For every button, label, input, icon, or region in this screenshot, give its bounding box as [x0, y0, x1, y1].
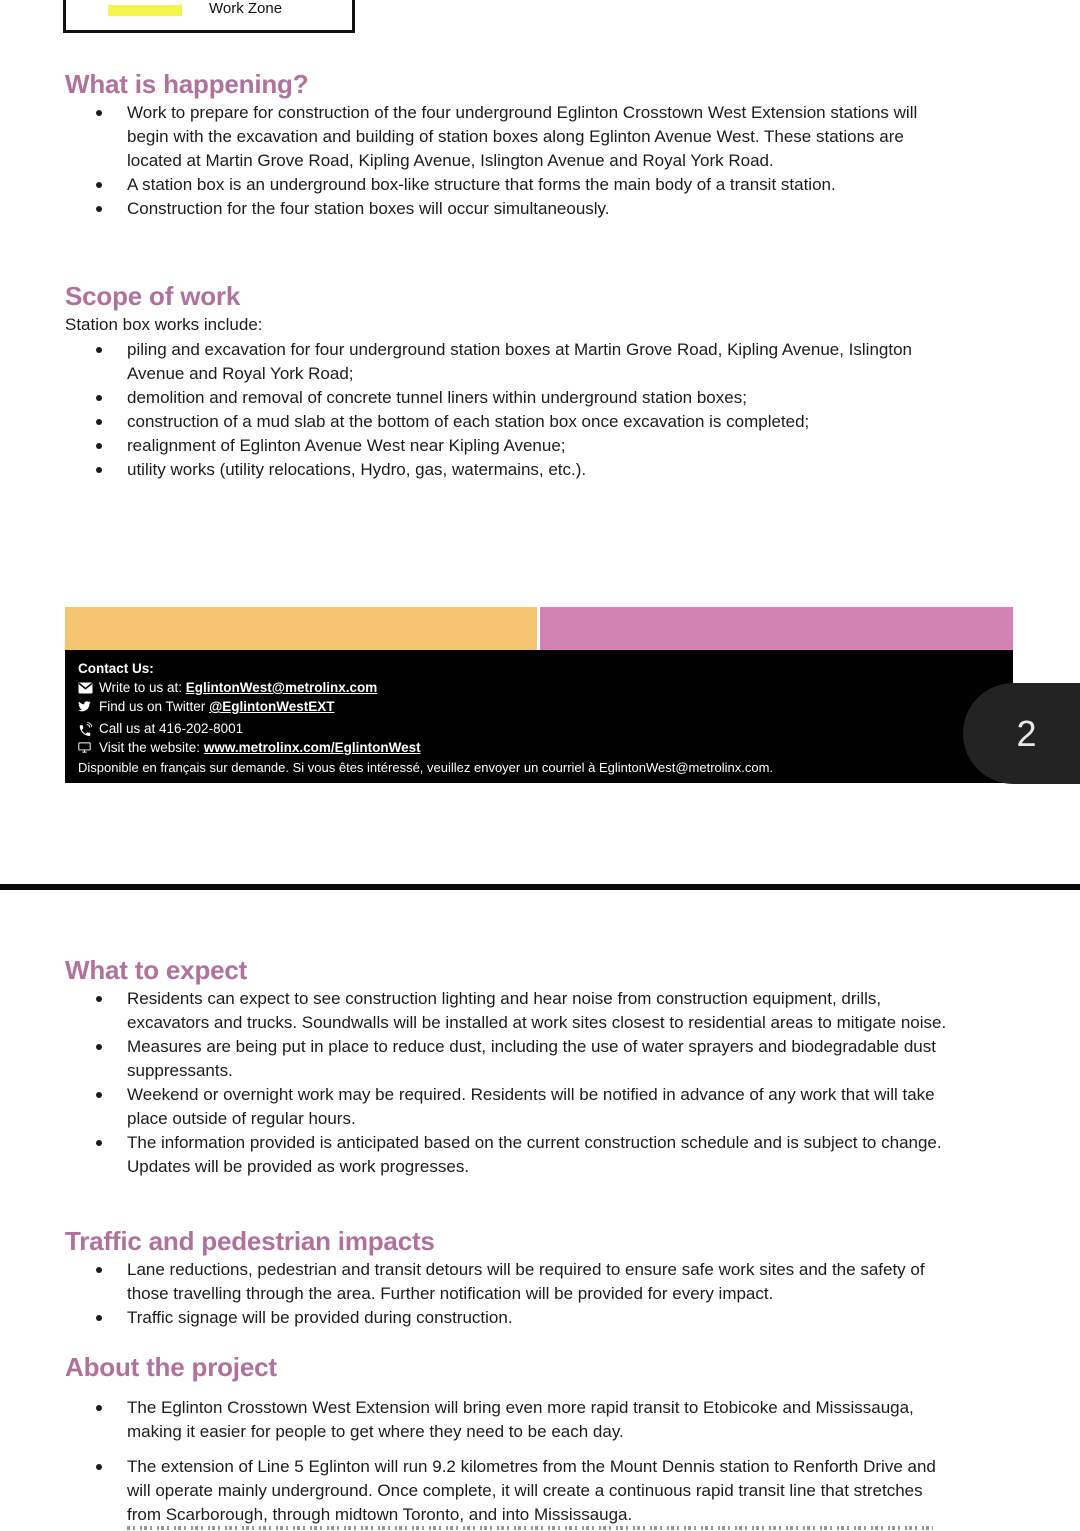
list-item: Measures are being put in place to reduce dust, including the use of water sprayers and biodegradable dust suppressants. — [65, 1035, 1015, 1083]
work-zone-label: Work Zone — [209, 0, 283, 17]
accent-bar-pink — [540, 607, 1013, 650]
twitter-link[interactable]: @EglintonWestEXT — [209, 699, 335, 714]
list-item: The Eglinton Crosstown West Extension will bring even more rapid transit to Etobicoke and Mississauga, making it easier for people to get where they need to be each day. — [65, 1396, 1015, 1444]
happening-bullet-list — [65, 101, 1015, 221]
twitter-bird-icon — [78, 700, 93, 713]
list-item: construction of a mud slab at the bottom of each station box once excavation is completed; — [65, 410, 1015, 434]
list-item: A station box is an underground box-like structure that forms the main body of a transit station. — [65, 173, 1015, 197]
list-item: The extension of Line 5 Eglinton will run 9.2 kilometres from the Mount Dennis station to Renforth Drive and will operate mainly underground. Once complete, it will create a continuous rapid transit line that stretches from Scarborough, through midtown Toronto, and into Mississauga. — [65, 1455, 1015, 1527]
section-title-about-project: About the project — [65, 1352, 277, 1382]
page-number: 2 — [1016, 712, 1037, 754]
page-number-badge — [963, 683, 1080, 784]
list-item: Lane reductions, pedestrian and transit detours will be required to ensure safe work sites and the safety of those travelling through the area. Further notification will be provided for every impact. — [65, 1258, 1015, 1306]
list-item: Construction for the four station boxes will occur simultaneously. — [65, 197, 1015, 221]
section-title-traffic-impacts: Traffic and pedestrian impacts — [65, 1226, 435, 1256]
contact-email-row — [78, 678, 999, 697]
phone-icon — [78, 722, 93, 735]
list-item: demolition and removal of concrete tunnel liners within underground station boxes; — [65, 386, 1015, 410]
map-legend — [63, 0, 355, 33]
website-link[interactable]: www.metrolinx.com/EglintonWest — [203, 740, 421, 755]
list-item: piling and excavation for four underground station boxes at Martin Grove Road, Kipling Avenue, Islington Avenue and Royal York Road; — [65, 338, 1015, 386]
scope-bullet-list — [65, 338, 1015, 482]
contact-website-row — [78, 738, 999, 757]
accent-bar-orange — [65, 607, 537, 650]
scope-intro: Station box works include: — [65, 315, 263, 334]
list-item: utility works (utility relocations, Hydro, gas, watermains, etc.). — [65, 458, 1015, 482]
contact-phone-row — [78, 719, 999, 738]
about-bullet-list — [65, 1396, 1015, 1527]
contact-phone-text: Call us at 416-202-8001 — [99, 721, 244, 736]
page-separator — [0, 884, 1080, 890]
monitor-icon — [78, 741, 93, 754]
list-item: realignment of Eglinton Avenue West near Kipling Avenue; — [65, 434, 1015, 458]
list-item: Traffic signage will be provided during construction. — [65, 1306, 1015, 1330]
expect-bullet-list — [65, 987, 1015, 1179]
section-title-scope-of-work: Scope of work — [65, 281, 241, 311]
envelope-icon — [78, 681, 93, 694]
contact-email-prefix: Write to us at: — [99, 680, 183, 695]
work-zone-swatch — [108, 5, 182, 16]
section-title-what-to-expect: What to expect — [65, 955, 248, 985]
contact-box — [65, 650, 1013, 783]
contact-title: Contact Us: — [78, 661, 154, 676]
traffic-bullet-list — [65, 1258, 1015, 1330]
contact-website-prefix: Visit the website: — [99, 740, 201, 755]
email-link[interactable]: EglintonWest@metrolinx.com — [185, 680, 378, 695]
contact-twitter-prefix: Find us on Twitter — [99, 699, 206, 714]
section-title-what-is-happening: What is happening? — [65, 69, 309, 99]
cut-off-text-remnant — [127, 1526, 933, 1530]
contact-french-note: Disponible en français sur demande. Si vous êtes intéressé, veuillez envoyer un courriel à EglintonWest@metrolinx.com. — [78, 760, 774, 775]
list-item: Residents can expect to see construction lighting and hear noise from construction equipment, drills, excavators and trucks. Soundwalls will be installed at work sites closest to residential areas to mitigate noise. — [65, 987, 1015, 1035]
list-item: The information provided is anticipated based on the current construction schedule and is subject to change. Updates will be provided as work progresses. — [65, 1131, 1015, 1179]
contact-twitter-row — [78, 697, 999, 716]
list-item: Weekend or overnight work may be required. Residents will be notified in advance of any work that will take place outside of regular hours. — [65, 1083, 1015, 1131]
list-item: Work to prepare for construction of the four underground Eglinton Crosstown West Extension stations will begin with the excavation and building of station boxes along Eglinton Avenue West. These stations are located at Martin Grove Road, Kipling Avenue, Islington Avenue and Royal York Road. — [65, 101, 1015, 173]
